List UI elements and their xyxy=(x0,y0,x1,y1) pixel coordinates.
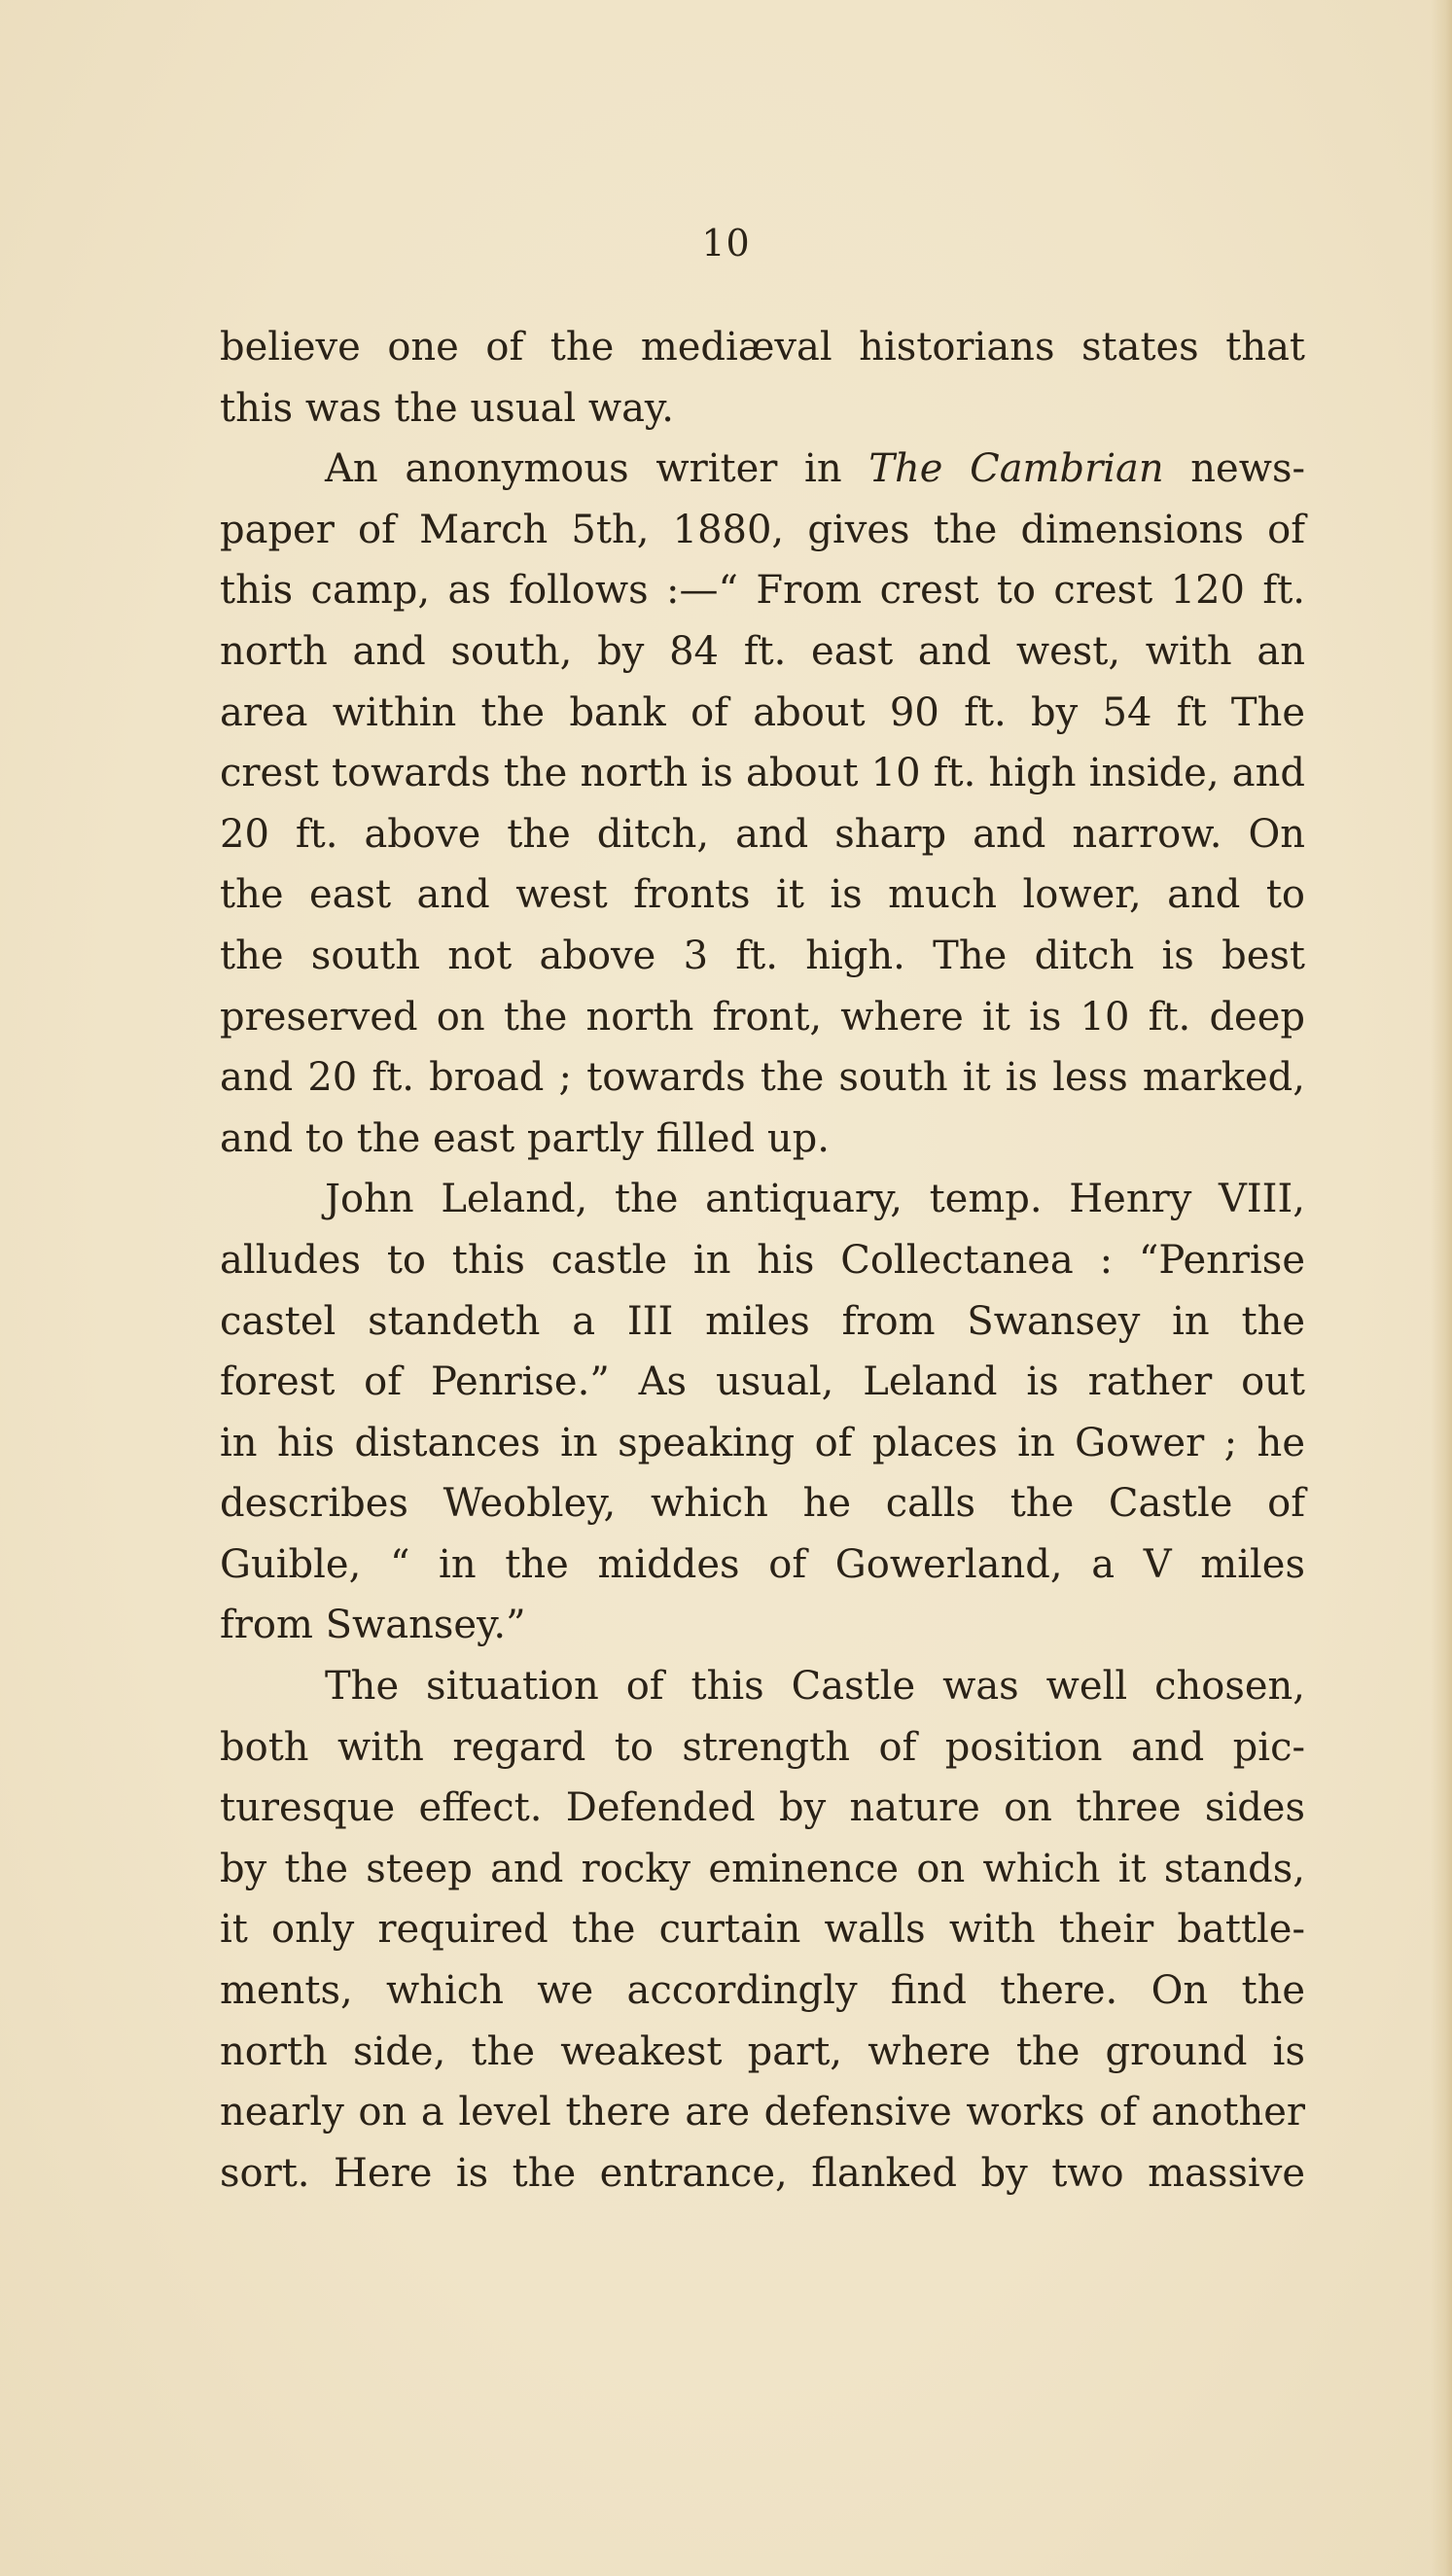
text-line: both with regard to strength of position and pic- xyxy=(220,1724,1305,1770)
text-line: north and south, by 84 ft. east and west, with an xyxy=(220,628,1305,674)
paragraph-4 xyxy=(220,1656,1305,2204)
text-line: from Swansey.” xyxy=(220,1603,526,1648)
newspaper-title: The Cambrian xyxy=(868,446,1164,492)
text-run: news- xyxy=(1163,446,1306,492)
text-line: turesque effect. Defended by nature on three sides xyxy=(220,1785,1305,1831)
text-line: believe one of the mediæval historians states that xyxy=(220,325,1305,370)
page-number: 10 xyxy=(701,222,751,265)
paragraph-1 xyxy=(220,317,1305,439)
text-line: preserved on the north front, where it is 10 ft. deep xyxy=(220,994,1305,1040)
text-line: and to the east partly filled up. xyxy=(220,1115,830,1161)
page-edge-shadow xyxy=(1431,0,1452,2576)
text-line: area within the bank of about 90 ft. by 54 ft The xyxy=(220,689,1305,735)
text-line: alludes to this castle in his Collectanea : “Penrise xyxy=(220,1237,1305,1283)
text-line: and 20 ft. broad ; towards the south it is less marked, xyxy=(220,1055,1305,1101)
text-line: paper of March 5th, 1880, gives the dimensions of xyxy=(220,507,1305,552)
text-line: John Leland, the antiquary, temp. Henry VIII, xyxy=(325,1177,1305,1222)
text-line: crest towards the north is about 10 ft. high inside, and xyxy=(220,751,1305,796)
paragraph-3 xyxy=(220,1169,1305,1656)
text-line: sort. Here is the entrance, flanked by two massive xyxy=(220,2150,1305,2196)
text-line: nearly on a level there are defensive works of another xyxy=(220,2090,1305,2135)
text-line: describes Weobley, which he calls the Castle of xyxy=(220,1481,1305,1527)
text-line: castel standeth a III miles from Swansey in the xyxy=(220,1298,1305,1344)
text-line xyxy=(220,439,1305,500)
text-line: forest of Penrise.” As usual, Leland is rather out xyxy=(220,1359,1305,1405)
text-run: An anonymous writer in xyxy=(325,446,869,492)
text-line: north side, the weakest part, where the ground is xyxy=(220,2029,1305,2074)
paragraph-2 xyxy=(220,439,1305,1169)
text-line: in his distances in speaking of places in Gower ; he xyxy=(220,1420,1305,1465)
text-line: the south not above 3 ft. high. The ditch is best xyxy=(220,933,1305,978)
text-line: this was the usual way. xyxy=(220,385,674,431)
text-line: The situation of this Castle was well chosen, xyxy=(325,1664,1305,1710)
text-line: it only required the curtain walls with their battle- xyxy=(220,1907,1305,1953)
text-line: Guible, “ in the middes of Gowerland, a V miles xyxy=(220,1541,1305,1587)
text-line: by the steep and rocky eminence on which it stands, xyxy=(220,1846,1305,1891)
text-line: ments, which we accordingly find there. On the xyxy=(220,1968,1305,2014)
text-line: 20 ft. above the ditch, and sharp and narrow. On xyxy=(220,811,1305,857)
text-line: this camp, as follows :—“ From crest to crest 120 ft. xyxy=(220,568,1305,614)
body-text xyxy=(220,317,1305,2204)
text-line: the east and west fronts it is much lower, and to xyxy=(220,872,1305,918)
